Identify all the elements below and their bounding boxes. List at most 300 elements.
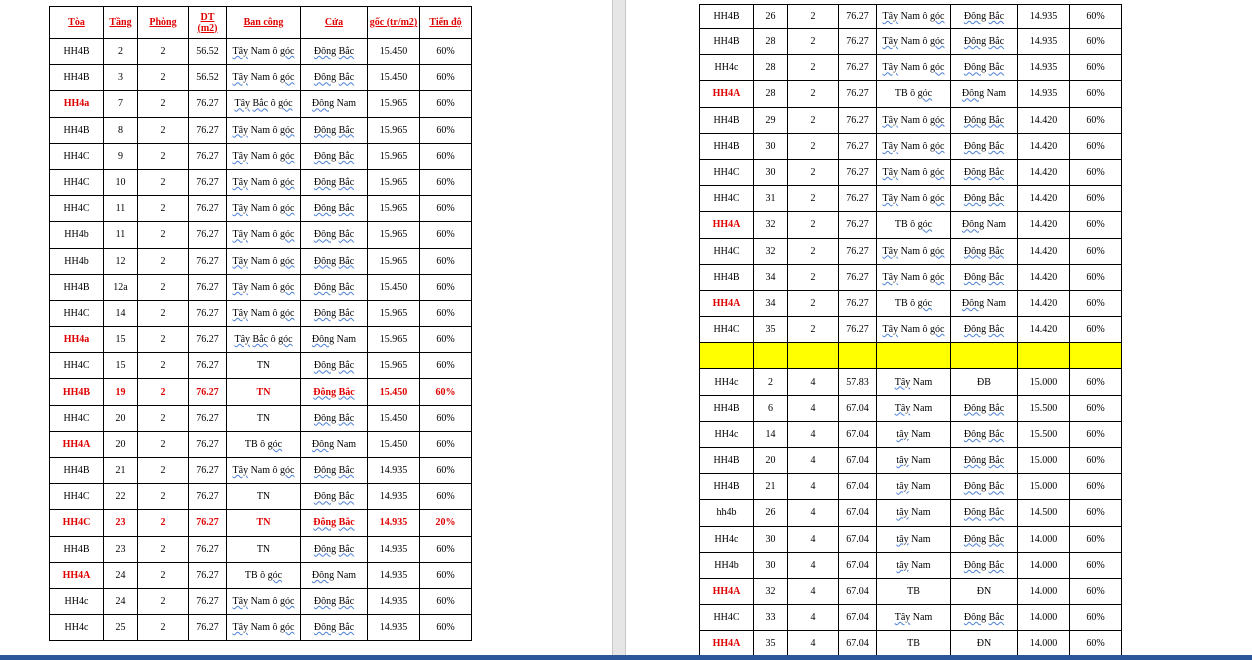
table-row <box>50 196 472 222</box>
cell-tien-do: 60% <box>420 536 472 562</box>
cell-tang: 32 <box>754 578 788 604</box>
cell-tien-do: 60% <box>1070 212 1122 238</box>
cell-toa: HH4c <box>50 588 104 614</box>
cell-phong: 2 <box>788 290 839 316</box>
cell-ban-cong: Tây Nam ô góc <box>227 615 301 641</box>
cell-cua: Đông Bắc <box>951 5 1018 29</box>
cell-gia-goc: 14.420 <box>1018 238 1070 264</box>
cell-toa: HH4B <box>700 448 754 474</box>
table-row <box>700 133 1122 159</box>
table-row <box>50 405 472 431</box>
cell-gia-goc <box>1018 343 1070 369</box>
cell-toa: HH4B <box>50 65 104 91</box>
apartment-table-right <box>699 4 1122 655</box>
table-row <box>50 615 472 641</box>
document-page-right <box>626 0 1252 655</box>
table-row <box>50 300 472 326</box>
cell-gia-goc: 14.420 <box>1018 317 1070 343</box>
cell-cua: Đông Nam <box>951 81 1018 107</box>
cell-dien-tich: 67.04 <box>839 395 877 421</box>
table-row <box>700 631 1122 655</box>
table-row <box>700 107 1122 133</box>
cell-cua: Đông Bắc <box>301 196 368 222</box>
cell-gia-goc: 15.965 <box>368 248 420 274</box>
cell-dien-tich: 76.27 <box>839 238 877 264</box>
cell-tien-do: 60% <box>420 91 472 117</box>
cell-cua: Đông Bắc <box>951 29 1018 55</box>
cell-tang <box>754 343 788 369</box>
cell-tang: 26 <box>754 500 788 526</box>
cell-phong: 4 <box>788 474 839 500</box>
cell-cua: Đông Nam <box>301 562 368 588</box>
cell-ban-cong: Tây Nam ô góc <box>227 196 301 222</box>
cell-tang: 31 <box>754 186 788 212</box>
cell-dien-tich: 76.27 <box>839 133 877 159</box>
cell-dien-tich: 76.27 <box>189 222 227 248</box>
cell-tien-do: 60% <box>1070 238 1122 264</box>
cell-ban-cong <box>877 343 951 369</box>
cell-phong: 2 <box>138 143 189 169</box>
cell-tang: 34 <box>754 264 788 290</box>
cell-gia-goc: 14.935 <box>368 510 420 536</box>
cell-toa: HH4c <box>50 615 104 641</box>
cell-dien-tich: 67.04 <box>839 578 877 604</box>
cell-dien-tich: 57.83 <box>839 369 877 395</box>
cell-tien-do: 60% <box>1070 264 1122 290</box>
cell-tang: 19 <box>104 379 138 405</box>
cell-dien-tich: 76.27 <box>189 91 227 117</box>
cell-cua: ĐN <box>951 631 1018 655</box>
cell-cua: Đông Bắc <box>301 274 368 300</box>
table-row <box>50 536 472 562</box>
cell-dien-tich: 67.04 <box>839 500 877 526</box>
cell-tang: 28 <box>754 55 788 81</box>
cell-ban-cong: Tây Nam ô góc <box>877 317 951 343</box>
cell-toa: HH4b <box>700 552 754 578</box>
cell-gia-goc: 14.935 <box>1018 29 1070 55</box>
table-row <box>50 562 472 588</box>
cell-cua: Đông Bắc <box>951 474 1018 500</box>
cell-dien-tich: 76.27 <box>189 169 227 195</box>
cell-toa: HH4B <box>700 107 754 133</box>
cell-phong: 2 <box>788 212 839 238</box>
cell-cua: Đông Bắc <box>951 552 1018 578</box>
table-row <box>700 500 1122 526</box>
cell-phong: 4 <box>788 500 839 526</box>
cell-cua: Đông Bắc <box>301 248 368 274</box>
cell-cua: Đông Bắc <box>301 379 368 405</box>
cell-dien-tich: 76.27 <box>189 117 227 143</box>
table-row <box>700 343 1122 369</box>
cell-ban-cong: Tây Nam ô góc <box>227 300 301 326</box>
cell-dien-tich: 76.27 <box>189 327 227 353</box>
cell-gia-goc: 14.935 <box>368 562 420 588</box>
cell-toa: HH4A <box>700 81 754 107</box>
cell-gia-goc: 14.000 <box>1018 552 1070 578</box>
header-toa: Tòa <box>50 7 104 39</box>
cell-cua: Đông Bắc <box>301 588 368 614</box>
cell-dien-tich: 76.27 <box>189 510 227 536</box>
cell-tien-do: 60% <box>420 379 472 405</box>
cell-tien-do: 60% <box>420 562 472 588</box>
cell-cua: Đông Bắc <box>951 448 1018 474</box>
cell-phong: 2 <box>788 81 839 107</box>
table-row <box>700 55 1122 81</box>
cell-phong: 4 <box>788 526 839 552</box>
cell-phong: 2 <box>788 133 839 159</box>
cell-phong: 2 <box>138 196 189 222</box>
cell-tien-do: 60% <box>1070 290 1122 316</box>
cell-toa: HH4C <box>50 484 104 510</box>
cell-phong: 2 <box>138 562 189 588</box>
cell-tang: 20 <box>754 448 788 474</box>
cell-phong: 2 <box>138 379 189 405</box>
table-row <box>700 317 1122 343</box>
table-row <box>50 274 472 300</box>
cell-toa: HH4B <box>700 5 754 29</box>
cell-tien-do: 60% <box>1070 578 1122 604</box>
cell-ban-cong: TN <box>227 379 301 405</box>
cell-tien-do: 60% <box>1070 526 1122 552</box>
cell-tien-do: 60% <box>420 405 472 431</box>
table-row <box>50 222 472 248</box>
cell-ban-cong: Tây Bắc ô góc <box>227 91 301 117</box>
cell-phong: 2 <box>788 5 839 29</box>
cell-phong: 2 <box>788 238 839 264</box>
cell-ban-cong: Tây Nam ô góc <box>877 29 951 55</box>
status-bar-edge <box>0 655 1252 660</box>
cell-ban-cong: Tây Nam <box>877 369 951 395</box>
cell-cua: Đông Bắc <box>301 536 368 562</box>
cell-toa: HH4B <box>700 474 754 500</box>
cell-toa: HH4C <box>50 405 104 431</box>
cell-tien-do: 60% <box>420 431 472 457</box>
cell-cua: Đông Nam <box>301 327 368 353</box>
cell-tien-do: 60% <box>1070 369 1122 395</box>
cell-tien-do: 60% <box>1070 81 1122 107</box>
cell-tien-do: 60% <box>420 588 472 614</box>
cell-ban-cong: Tây Nam ô góc <box>227 143 301 169</box>
cell-tien-do: 60% <box>1070 317 1122 343</box>
cell-phong: 2 <box>138 327 189 353</box>
table-row <box>50 510 472 536</box>
cell-gia-goc: 14.420 <box>1018 212 1070 238</box>
cell-gia-goc: 15.965 <box>368 143 420 169</box>
cell-tien-do: 60% <box>1070 474 1122 500</box>
cell-tang: 2 <box>104 39 138 65</box>
cell-tang: 6 <box>754 395 788 421</box>
cell-gia-goc: 14.935 <box>368 484 420 510</box>
cell-tang: 11 <box>104 196 138 222</box>
cell-gia-goc: 15.965 <box>368 353 420 379</box>
table-row <box>700 290 1122 316</box>
cell-ban-cong: TN <box>227 405 301 431</box>
cell-tang: 9 <box>104 143 138 169</box>
cell-cua: Đông Bắc <box>951 395 1018 421</box>
cell-ban-cong: Tây Nam ô góc <box>877 107 951 133</box>
cell-toa: HH4C <box>50 353 104 379</box>
cell-tien-do: 60% <box>420 353 472 379</box>
cell-gia-goc: 14.935 <box>1018 5 1070 29</box>
cell-phong: 4 <box>788 552 839 578</box>
table-row <box>50 379 472 405</box>
table-header-row <box>50 7 472 39</box>
cell-cua: Đông Bắc <box>301 458 368 484</box>
cell-gia-goc: 15.000 <box>1018 448 1070 474</box>
cell-toa: HH4c <box>700 369 754 395</box>
cell-toa: hh4b <box>700 500 754 526</box>
cell-ban-cong: TN <box>227 536 301 562</box>
cell-dien-tich: 76.27 <box>839 5 877 29</box>
cell-toa: HH4C <box>50 143 104 169</box>
cell-cua: Đông Bắc <box>301 39 368 65</box>
cell-gia-goc: 14.000 <box>1018 605 1070 631</box>
cell-dien-tich: 76.27 <box>839 290 877 316</box>
cell-cua: Đông Bắc <box>951 526 1018 552</box>
cell-tang: 12 <box>104 248 138 274</box>
cell-gia-goc: 14.500 <box>1018 500 1070 526</box>
cell-dien-tich: 76.27 <box>189 615 227 641</box>
table-row <box>700 395 1122 421</box>
cell-phong: 4 <box>788 421 839 447</box>
cell-tang: 22 <box>104 484 138 510</box>
cell-dien-tich: 76.27 <box>839 107 877 133</box>
table-row <box>700 264 1122 290</box>
cell-phong <box>788 343 839 369</box>
cell-dien-tich: 76.27 <box>839 159 877 185</box>
cell-dien-tich: 76.27 <box>839 264 877 290</box>
cell-gia-goc: 15.500 <box>1018 395 1070 421</box>
cell-ban-cong: TB ô góc <box>877 81 951 107</box>
cell-tang: 30 <box>754 159 788 185</box>
cell-cua: Đông Nam <box>951 290 1018 316</box>
cell-tang: 14 <box>754 421 788 447</box>
cell-ban-cong: Tây Nam ô góc <box>877 238 951 264</box>
cell-tang: 10 <box>104 169 138 195</box>
cell-toa: HH4B <box>50 379 104 405</box>
cell-toa: HH4b <box>50 222 104 248</box>
cell-tien-do: 60% <box>1070 186 1122 212</box>
table-row <box>50 327 472 353</box>
cell-tien-do: 60% <box>420 222 472 248</box>
cell-gia-goc: 14.000 <box>1018 526 1070 552</box>
cell-tien-do: 60% <box>1070 448 1122 474</box>
cell-phong: 4 <box>788 631 839 655</box>
table-row <box>700 605 1122 631</box>
cell-dien-tich: 56.52 <box>189 39 227 65</box>
cell-phong: 2 <box>138 588 189 614</box>
cell-phong: 2 <box>138 39 189 65</box>
cell-ban-cong: Tây Nam ô góc <box>877 264 951 290</box>
table-row <box>50 39 472 65</box>
cell-phong: 2 <box>138 458 189 484</box>
cell-gia-goc: 14.935 <box>368 588 420 614</box>
cell-ban-cong: Tây Nam <box>877 605 951 631</box>
cell-phong: 4 <box>788 369 839 395</box>
header-gia-goc: gốc (tr/m2) <box>368 7 420 39</box>
cell-ban-cong: Tây Nam ô góc <box>227 274 301 300</box>
cell-tien-do: 60% <box>1070 605 1122 631</box>
cell-toa: HH4A <box>50 562 104 588</box>
cell-toa: HH4B <box>700 133 754 159</box>
cell-tang: 23 <box>104 510 138 536</box>
cell-tang: 34 <box>754 290 788 316</box>
cell-tien-do <box>1070 343 1122 369</box>
cell-tien-do: 60% <box>1070 5 1122 29</box>
table-row <box>50 431 472 457</box>
cell-tien-do: 60% <box>1070 631 1122 655</box>
cell-ban-cong: TN <box>227 484 301 510</box>
cell-toa: HH4c <box>700 526 754 552</box>
cell-tang: 15 <box>104 327 138 353</box>
cell-tang: 29 <box>754 107 788 133</box>
cell-toa: HH4B <box>700 264 754 290</box>
cell-toa: HH4b <box>50 248 104 274</box>
cell-ban-cong: tây Nam <box>877 421 951 447</box>
cell-cua: Đông Bắc <box>951 238 1018 264</box>
header-ban-cong: Ban công <box>227 7 301 39</box>
table-row <box>50 484 472 510</box>
cell-dien-tich: 67.04 <box>839 448 877 474</box>
cell-tien-do: 60% <box>1070 395 1122 421</box>
cell-cua: Đông Bắc <box>951 605 1018 631</box>
cell-ban-cong: Tây Nam ô góc <box>877 186 951 212</box>
cell-ban-cong: TB ô góc <box>227 562 301 588</box>
cell-ban-cong: Tây Nam ô góc <box>227 169 301 195</box>
cell-dien-tich: 76.27 <box>189 405 227 431</box>
cell-tang: 7 <box>104 91 138 117</box>
cell-gia-goc: 14.420 <box>1018 290 1070 316</box>
cell-phong: 2 <box>138 91 189 117</box>
cell-toa: HH4A <box>50 431 104 457</box>
table-row <box>700 29 1122 55</box>
cell-cua: Đông Bắc <box>301 300 368 326</box>
cell-toa: HH4A <box>700 290 754 316</box>
table-row <box>700 552 1122 578</box>
cell-tang: 25 <box>104 615 138 641</box>
cell-dien-tich: 76.27 <box>189 300 227 326</box>
cell-gia-goc: 15.965 <box>368 327 420 353</box>
cell-gia-goc: 14.935 <box>1018 55 1070 81</box>
cell-phong: 4 <box>788 395 839 421</box>
cell-ban-cong: Tây Nam ô góc <box>877 5 951 29</box>
cell-dien-tich: 76.27 <box>189 379 227 405</box>
cell-gia-goc: 14.935 <box>368 536 420 562</box>
cell-gia-goc: 14.935 <box>368 615 420 641</box>
cell-ban-cong: Tây Nam ô góc <box>227 588 301 614</box>
cell-tang: 30 <box>754 552 788 578</box>
cell-tien-do: 60% <box>1070 133 1122 159</box>
cell-tien-do: 60% <box>1070 552 1122 578</box>
table-row <box>50 248 472 274</box>
table-row <box>700 186 1122 212</box>
table-row <box>700 578 1122 604</box>
cell-cua: Đông Nam <box>951 212 1018 238</box>
cell-ban-cong: tây Nam <box>877 500 951 526</box>
table-row <box>50 353 472 379</box>
cell-ban-cong: TB ô góc <box>877 212 951 238</box>
cell-cua: Đông Bắc <box>951 500 1018 526</box>
table-row <box>700 474 1122 500</box>
cell-ban-cong: TB ô góc <box>877 290 951 316</box>
cell-ban-cong: tây Nam <box>877 474 951 500</box>
cell-gia-goc: 14.420 <box>1018 159 1070 185</box>
table-row <box>50 117 472 143</box>
cell-dien-tich: 76.27 <box>189 143 227 169</box>
cell-dien-tich: 76.27 <box>839 212 877 238</box>
cell-cua: Đông Bắc <box>951 159 1018 185</box>
cell-tang: 35 <box>754 631 788 655</box>
cell-ban-cong: Tây Nam <box>877 395 951 421</box>
cell-dien-tich: 76.27 <box>839 81 877 107</box>
cell-ban-cong: Tây Nam ô góc <box>877 133 951 159</box>
cell-ban-cong: Tây Nam ô góc <box>227 248 301 274</box>
cell-gia-goc: 15.000 <box>1018 369 1070 395</box>
cell-cua: Đông Bắc <box>301 117 368 143</box>
cell-phong: 2 <box>138 117 189 143</box>
cell-gia-goc: 14.000 <box>1018 578 1070 604</box>
table-row <box>700 159 1122 185</box>
cell-toa: HH4a <box>50 327 104 353</box>
table-row <box>50 169 472 195</box>
cell-dien-tich: 76.27 <box>839 29 877 55</box>
cell-tang: 2 <box>754 369 788 395</box>
cell-tien-do: 20% <box>420 510 472 536</box>
cell-tien-do: 60% <box>1070 421 1122 447</box>
cell-tien-do: 60% <box>420 248 472 274</box>
cell-tang: 30 <box>754 526 788 552</box>
table-row <box>700 421 1122 447</box>
cell-gia-goc: 15.450 <box>368 379 420 405</box>
cell-toa: HH4c <box>700 421 754 447</box>
cell-cua: Đông Bắc <box>951 107 1018 133</box>
cell-toa: HH4C <box>700 317 754 343</box>
cell-cua: Đông Nam <box>301 431 368 457</box>
cell-gia-goc: 15.965 <box>368 222 420 248</box>
cell-phong: 2 <box>138 65 189 91</box>
header-tang: Tầng <box>104 7 138 39</box>
cell-phong: 2 <box>138 353 189 379</box>
cell-ban-cong: TB <box>877 578 951 604</box>
cell-phong: 2 <box>138 431 189 457</box>
cell-ban-cong: Tây Nam ô góc <box>227 458 301 484</box>
cell-tang: 26 <box>754 5 788 29</box>
cell-cua: Đông Bắc <box>951 264 1018 290</box>
cell-toa: HH4A <box>700 631 754 655</box>
cell-phong: 2 <box>138 300 189 326</box>
cell-cua: Đông Bắc <box>301 510 368 536</box>
cell-phong: 4 <box>788 605 839 631</box>
cell-tang: 24 <box>104 588 138 614</box>
cell-tien-do: 60% <box>420 117 472 143</box>
cell-toa: HH4c <box>700 55 754 81</box>
cell-cua: Đông Bắc <box>301 222 368 248</box>
cell-toa: HH4B <box>50 117 104 143</box>
cell-phong: 2 <box>788 317 839 343</box>
cell-toa: HH4C <box>50 196 104 222</box>
cell-tang: 23 <box>104 536 138 562</box>
cell-tien-do: 60% <box>420 615 472 641</box>
cell-ban-cong: tây Nam <box>877 552 951 578</box>
cell-tang: 28 <box>754 29 788 55</box>
cell-dien-tich: 76.27 <box>189 458 227 484</box>
cell-gia-goc: 15.450 <box>368 39 420 65</box>
cell-tang: 21 <box>754 474 788 500</box>
cell-gia-goc: 15.500 <box>1018 421 1070 447</box>
cell-gia-goc: 15.450 <box>368 274 420 300</box>
cell-tang: 20 <box>104 431 138 457</box>
cell-toa: HH4A <box>700 212 754 238</box>
